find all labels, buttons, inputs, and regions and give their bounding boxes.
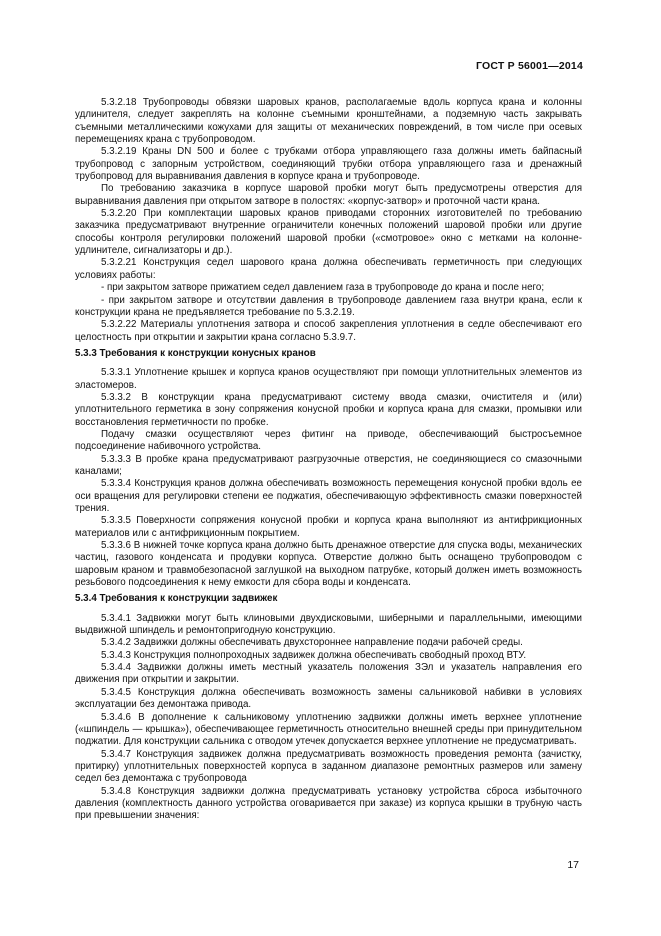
paragraph: 5.3.2.20 При комплектации шаровых кранов приводами сторонних изготовителей по требованию заказчика предусматривают внутренние ограничители конечных положений шаровой пробки или другие способы контроля регулировки положений шаровой пробки («смотровое» окно с метками на колонне-удлинителе, сигнализаторы и др.). [75, 208, 582, 257]
paragraph: 5.3.3.1 Уплотнение крышек и корпуса кранов осуществляют при помощи уплотнительных элементов из эластомеров. [75, 367, 582, 391]
list-item: - при закрытом затворе прижатием седел давлением газа в трубопроводе до крана и после него; [101, 282, 545, 294]
paragraph: 5.3.4.3 Конструкция полнопроходных задвижек должна обеспечивать свободный проход ВТУ. [101, 649, 527, 661]
page-number: 17 [567, 859, 579, 871]
section-heading: 5.3.4 Требования к конструкции задвижек [75, 593, 278, 605]
paragraph: 5.3.4.1 Задвижки могут быть клиновыми двухдисковыми, шиберными и параллельными, имеющими выдвижной шпиндель и ремонтопригодную конструкцию. [75, 612, 582, 637]
paragraph: 5.3.4.6 В дополнение к сальниковому уплотнению задвижки должны иметь верхнее уплотнение («шпиндель — крышка»), обеспечивающее герметичность относительно внешней среды при принудительном поджатии. Для конструкции сальника с отводом утечек допускается верхнее уплотнение не предусматривать. [75, 711, 582, 748]
paragraph: 5.3.2.19 Краны DN 500 и более с трубками отбора управляющего газа должны иметь байпасный трубопровод с запорным устройством, соединяющий трубки отбора управляющего газа и дренажный трубопровод для выравнивания давления в корпусе крана и трубопроводе. [75, 146, 582, 183]
paragraph: 5.3.4.7 Конструкция задвижек должна предусматривать возможность проведения ремонта (зачистку, притирку) уплотнительных поверхностей корпуса в заданном диапазоне ремонтных размеров или замену седел без демонтажа с трубопровода [75, 748, 582, 785]
paragraph: 5.3.2.18 Трубопроводы обвязки шаровых кранов, располагаемые вдоль корпуса крана и колонны удлинителя, следует закреплять на колонне съемными кронштейнами, а подземную часть закрывать съемными металлическими кожухами для защиты от механических повреждений, в том числе при осевых перемещениях крана с трубопроводом. [75, 97, 582, 146]
document-header: ГОСТ Р 56001—2014 [475, 60, 583, 72]
paragraph: 5.3.3.4 Конструкция кранов должна обеспечивать возможность перемещения конусной пробки вдоль ее оси вращения для регулировки степени ее поджатия, обеспечивающую эффективность смазки поверхностей трения. [75, 478, 582, 514]
paragraph: 5.3.2.22 Материалы уплотнения затвора и способ закрепления уплотнения в седле обеспечивают его целостность при открытии и закрытии крана согласно 5.3.9.7. [75, 319, 582, 343]
section-heading: 5.3.3 Требования к конструкции конусных кранов [75, 347, 316, 359]
paragraph: 5.3.3.2 В конструкции крана предусматривают систему ввода смазки, очистителя и (или) уплотнительного герметика в зону сопряжения конусной пробки и корпуса крана для смазки, промывки или восстановления герметичности по пробке. [75, 391, 582, 428]
paragraph: Подачу смазки осуществляют через фитинг на приводе, обеспечивающий быстросъемное подсоединение набивочного устройства. [75, 428, 582, 453]
paragraph: 5.3.4.5 Конструкция должна обеспечивать возможность замены сальниковой набивки в условиях эксплуатации без демонтажа привода. [75, 686, 582, 711]
paragraph: 5.3.4.2 Задвижки должны обеспечивать двухстороннее направление подачи рабочей среды. [101, 637, 523, 649]
paragraph: 5.3.2.21 Конструкция седел шарового крана должна обеспечивать герметичность при следующих условиях работы: [75, 257, 582, 281]
paragraph: 5.3.4.8 Конструкция задвижки должна предусматривать установку устройства сброса избыточного давления (комплектность данного устройства оговаривается при заказе) из корпуса крышки в трубную часть при превышении значения: [75, 785, 582, 822]
paragraph: 5.3.3.3 В пробке крана предусматривают разгрузочные отверстия, не соединяющиеся со смазочными каналами; [75, 453, 582, 477]
paragraph: По требованию заказчика в корпусе шаровой пробки могут быть предусмотрены отверстия для выравнивания давления при открытом затворе в полостях: «корпус-затвор» и проточной части крана. [75, 183, 582, 207]
paragraph: 5.3.3.6 В нижней точке корпуса крана должно быть дренажное отверстие для спуска воды, механических частиц, газового конденсата и продувки корпуса. Отверстие должно быть оснащено трубопроводом с шаровым краном и травмобезопасной заглушкой на выходном патрубке, который должен иметь возможность резьбового подсоединения к нему емкости для сбора воды и конденсата. [75, 540, 582, 589]
paragraph: 5.3.4.4 Задвижки должны иметь местный указатель положения ЗЭл и указатель направления его движения при открытии и закрытии. [75, 662, 582, 686]
list-item: - при закрытом затворе и отсутствии давления в трубопроводе давлением газа внутри крана, если к конструкции крана не предъявляется требование по 5.3.2.19. [75, 294, 582, 318]
paragraph: 5.3.3.5 Поверхности сопряжения конусной пробки и корпуса крана выполняют из антифрикционных материалов или с антифрикционным покрытием. [75, 515, 582, 539]
document-body [75, 97, 582, 823]
